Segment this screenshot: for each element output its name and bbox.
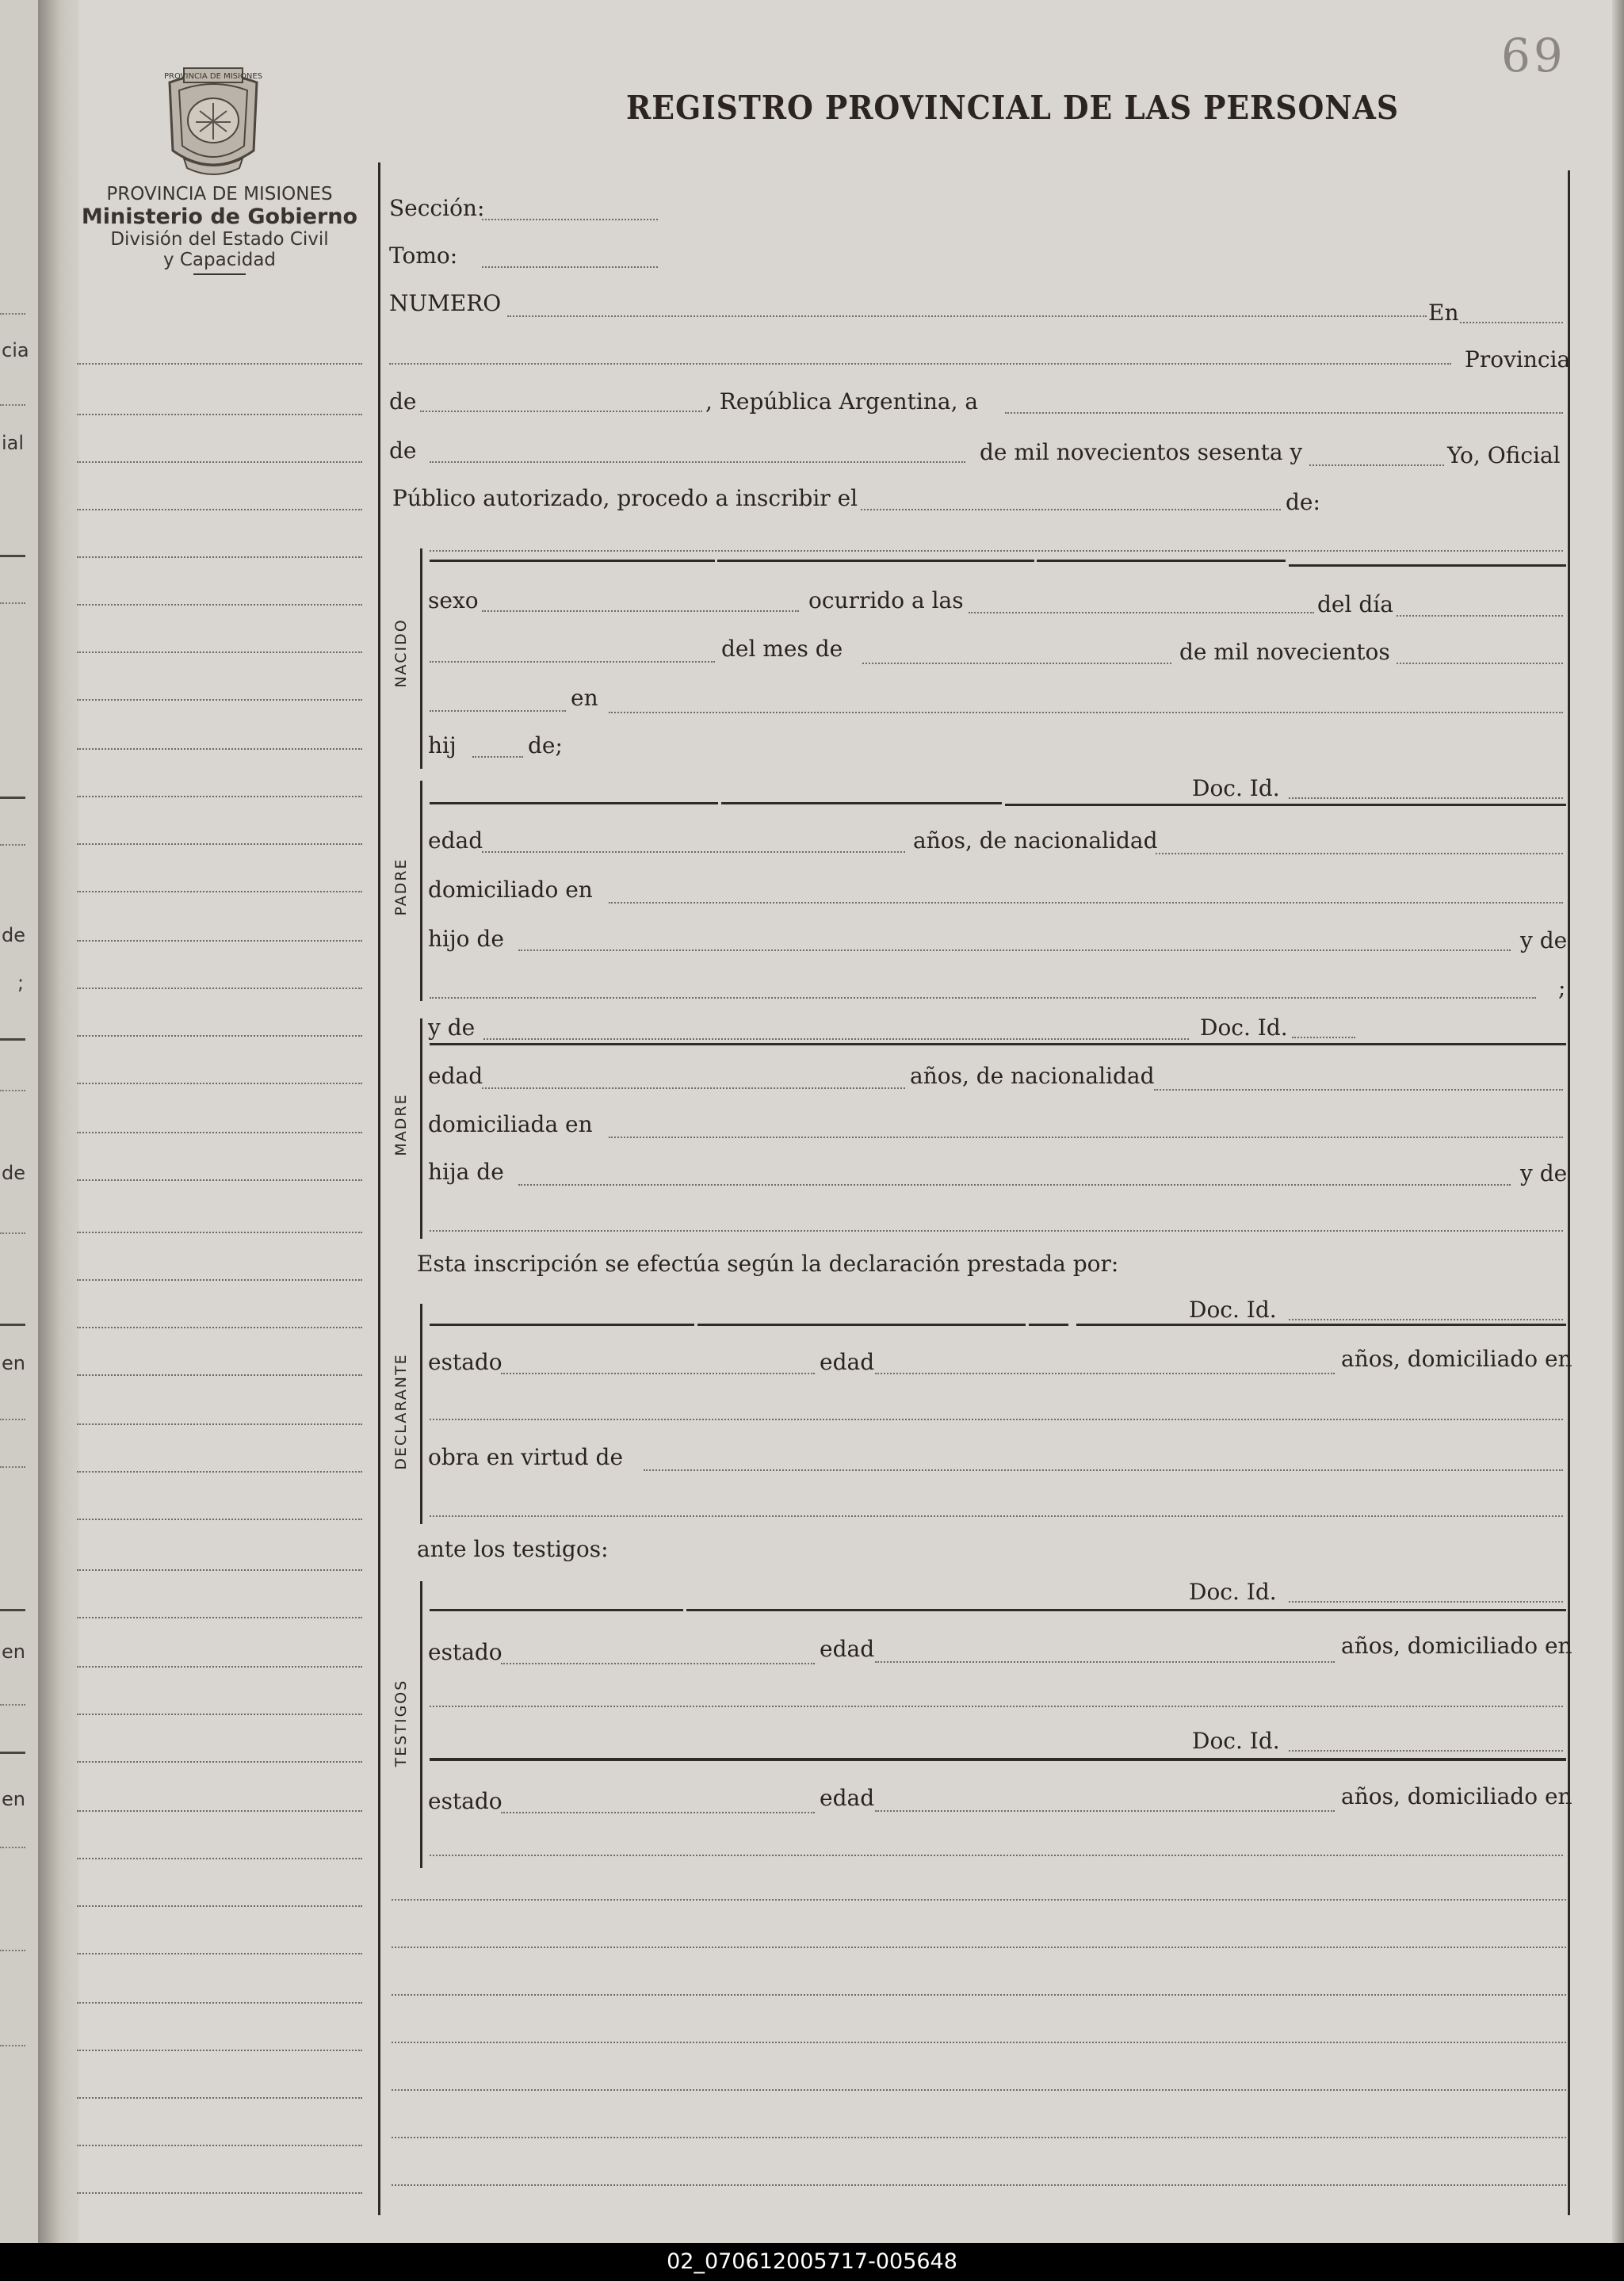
testigo1-edad-label: edad xyxy=(820,1636,875,1662)
ministry-header xyxy=(63,184,376,275)
margin-rule xyxy=(77,1858,362,1859)
declarante-estado-label: estado xyxy=(428,1349,502,1375)
margin-rule xyxy=(77,2050,362,2051)
prev-rule xyxy=(0,2045,25,2046)
abuela-paterna-field[interactable] xyxy=(430,997,1536,999)
name-rule xyxy=(430,560,715,562)
margin-rule xyxy=(77,1617,362,1618)
provincial-seal-icon xyxy=(160,63,266,182)
seal-text: PROVINCIA DE MISIONES xyxy=(164,72,262,81)
notes-line[interactable] xyxy=(392,2042,1566,2043)
testigo1-domiciliado-label: años, domiciliado en xyxy=(1341,1633,1572,1659)
mes-field[interactable] xyxy=(862,663,1171,664)
prev-rule xyxy=(0,1609,25,1611)
margin-rule xyxy=(77,2097,362,2099)
numero-field[interactable] xyxy=(507,315,1427,317)
prev-rule xyxy=(0,313,25,315)
obra-label: obra en virtud de xyxy=(428,1444,624,1470)
abuelo-materno-field[interactable] xyxy=(518,1184,1511,1186)
prev-fragment: ial xyxy=(2,432,25,454)
del-mes-label: del mes de xyxy=(721,636,843,662)
prev-rule xyxy=(0,1038,25,1041)
provincia-field[interactable] xyxy=(420,411,702,412)
margin-rule xyxy=(77,1132,362,1133)
testigos-label: TESTIGOS xyxy=(392,1679,410,1767)
margin-rule xyxy=(77,363,362,365)
form-right-border xyxy=(1568,170,1570,2215)
notes-line[interactable] xyxy=(392,1899,1566,1901)
tomo-label: Tomo: xyxy=(389,243,458,269)
testigo1-edad-field[interactable] xyxy=(875,1661,1335,1663)
obra-continuation-field[interactable] xyxy=(430,1515,1563,1517)
margin-rule xyxy=(77,1374,362,1376)
padre-domiciliado-label: domiciliado en xyxy=(428,877,593,903)
margin-rule xyxy=(77,509,362,510)
publico-label: Público autorizado, procedo a inscribir el xyxy=(392,485,858,511)
madre-y-de-label: y de xyxy=(1520,1160,1568,1186)
hora-field[interactable] xyxy=(969,612,1314,613)
ante-testigos-label: ante los testigos: xyxy=(417,1536,609,1562)
declarante-name-rule xyxy=(697,1324,1026,1326)
padre-semicolon: ; xyxy=(1558,975,1566,1001)
notes-line[interactable] xyxy=(392,2137,1566,2138)
madre-edad-label: edad xyxy=(428,1063,483,1089)
prev-rule xyxy=(0,797,25,799)
margin-rule xyxy=(77,1423,362,1425)
declarante-name-rule xyxy=(1029,1324,1068,1326)
padre-doc-id-field[interactable] xyxy=(1289,797,1563,799)
padre-label: PADRE xyxy=(392,858,410,916)
margin-rule xyxy=(77,1279,362,1281)
madre-nacionalidad-label: años, de nacionalidad xyxy=(910,1063,1155,1089)
prev-rule xyxy=(0,1704,25,1706)
abuelo-paterno-field[interactable] xyxy=(518,949,1511,951)
anio-continuation-field[interactable] xyxy=(430,710,566,712)
margin-rule xyxy=(77,1569,362,1571)
madre-name-rule xyxy=(430,1043,1566,1045)
prev-rule xyxy=(0,555,25,557)
seccion-label: Sección: xyxy=(389,195,485,221)
inscripcion-text: Esta inscripción se efectúa según la declaración prestada por: xyxy=(417,1251,1119,1277)
prev-fragment: de xyxy=(2,924,25,946)
madre-domicilio-field[interactable] xyxy=(609,1137,1563,1138)
margin-rule xyxy=(77,1953,362,1954)
notes-line[interactable] xyxy=(392,2184,1566,2186)
testigo2-domicilio-field[interactable] xyxy=(430,1855,1563,1856)
margin-rule xyxy=(77,1035,362,1037)
testigos-bracket xyxy=(420,1581,422,1868)
padre-edad-field[interactable] xyxy=(482,851,905,853)
prev-rule xyxy=(0,1324,25,1326)
prev-rule xyxy=(0,1752,25,1754)
testigo2-estado-label: estado xyxy=(428,1788,502,1814)
notes-line[interactable] xyxy=(392,1994,1566,1996)
prev-fragment: en xyxy=(2,1641,25,1663)
month-field[interactable] xyxy=(430,461,965,463)
margin-rule xyxy=(77,796,362,797)
padre-name-rule xyxy=(721,802,1002,804)
nacido-label: NACIDO xyxy=(392,618,410,688)
margin-rule xyxy=(77,414,362,415)
madre-domiciliada-label: domiciliada en xyxy=(428,1111,593,1137)
margin-rule xyxy=(77,988,362,989)
division-name: División del Estado Civil xyxy=(110,229,329,250)
previous-page-edge xyxy=(0,0,40,2243)
declarante-bracket xyxy=(420,1304,422,1524)
hija-de-label: hija de xyxy=(428,1159,504,1185)
margin-rule xyxy=(77,1232,362,1233)
page-title: REGISTRO PROVINCIAL DE LAS PERSONAS xyxy=(626,89,1399,127)
testigo1-doc-id-label: Doc. Id. xyxy=(1189,1579,1277,1605)
padre-y-de-label: y de xyxy=(1520,927,1568,953)
prev-rule xyxy=(0,404,25,406)
declarante-name-rule xyxy=(1076,1324,1566,1326)
prev-rule xyxy=(0,844,25,846)
prev-rule xyxy=(0,1090,25,1091)
de-colon-label: de: xyxy=(1286,489,1320,515)
prev-rule xyxy=(0,1232,25,1234)
padre-name-rule xyxy=(430,802,718,804)
testigo2-edad-label: edad xyxy=(820,1785,875,1811)
name-rule xyxy=(717,560,1034,562)
page-number: 69 xyxy=(1501,29,1566,82)
abuela-materna-field[interactable] xyxy=(430,1230,1563,1232)
margin-rule xyxy=(77,2192,362,2194)
sexo-field[interactable] xyxy=(482,610,799,612)
margin-rule xyxy=(77,556,362,558)
yo-oficial-label: Yo, Oficial xyxy=(1447,442,1561,468)
dia-continuation-field[interactable] xyxy=(430,661,715,663)
testigo2-doc-id-field[interactable] xyxy=(1289,1750,1563,1752)
margin-rule xyxy=(77,2145,362,2146)
madre-doc-id-label: Doc. Id. xyxy=(1200,1014,1288,1041)
madre-doc-id-field[interactable] xyxy=(1292,1037,1355,1038)
margin-rule xyxy=(77,651,362,653)
mil-sesenta-label: de mil novecientos sesenta y xyxy=(980,439,1303,465)
padre-nacionalidad-label: años, de nacionalidad xyxy=(913,827,1158,854)
margin-rule xyxy=(77,461,362,463)
numero-label: NUMERO xyxy=(389,290,502,316)
prev-rule xyxy=(0,1419,25,1420)
prev-rule xyxy=(0,1466,25,1468)
notes-line[interactable] xyxy=(392,1947,1566,1948)
prev-fragment: ; xyxy=(17,972,25,994)
de-label-2: de xyxy=(389,437,417,464)
testigo2-estado-field[interactable] xyxy=(501,1812,815,1813)
testigo2-domiciliado-label: años, domiciliado en xyxy=(1341,1783,1572,1809)
prev-fragment: de xyxy=(2,1162,25,1184)
margin-rule xyxy=(77,1810,362,1812)
prev-fragment: en xyxy=(2,1352,25,1374)
en-nacido-label: en xyxy=(571,685,598,711)
prev-fragment: en xyxy=(2,1788,25,1810)
madre-edad-field[interactable] xyxy=(482,1087,905,1089)
padre-doc-id-label: Doc. Id. xyxy=(1192,775,1280,801)
prev-rule xyxy=(0,1847,25,1848)
form-left-border xyxy=(378,162,380,2215)
republica-label: , República Argentina, a xyxy=(705,388,979,415)
declarante-domiciliado-label: años, domiciliado en xyxy=(1341,1346,1572,1372)
day-field[interactable] xyxy=(1005,412,1563,414)
testigo1-estado-field[interactable] xyxy=(501,1663,815,1664)
prev-fragment: cia xyxy=(2,339,29,361)
margin-rule xyxy=(77,1905,362,1907)
de-label: de xyxy=(389,388,417,415)
declarante-domicilio-field[interactable] xyxy=(430,1419,1563,1420)
image-id-caption: 02_070612005717-005648 xyxy=(0,2243,1624,2281)
margin-rule xyxy=(77,1471,362,1473)
padre-nacionalidad-field[interactable] xyxy=(1156,853,1563,854)
notes-line[interactable] xyxy=(392,2089,1566,2091)
testigo1-name-rule xyxy=(686,1609,1566,1611)
margin-rule xyxy=(77,748,362,750)
tomo-field[interactable] xyxy=(482,266,658,268)
testigo1-doc-id-field[interactable] xyxy=(1289,1601,1563,1603)
margin-rule xyxy=(77,1761,362,1763)
padre-domicilio-field[interactable] xyxy=(609,902,1563,904)
inscribir-field[interactable] xyxy=(861,509,1281,510)
madre-label: MADRE xyxy=(392,1093,410,1156)
testigo2-name-rule xyxy=(430,1758,1566,1761)
nacido-bracket xyxy=(420,548,422,769)
madre-y-de-label: y de xyxy=(428,1014,476,1041)
en-label: En xyxy=(1428,300,1459,326)
obra-field[interactable] xyxy=(644,1469,1563,1471)
mil-novecientos-label: de mil novecientos xyxy=(1179,639,1390,665)
header-rule xyxy=(193,273,246,275)
book-spine xyxy=(38,0,79,2243)
testigo1-name-rule xyxy=(430,1609,683,1611)
margin-rule xyxy=(77,891,362,892)
margin-rule xyxy=(77,843,362,845)
padre-bracket xyxy=(420,781,422,1001)
declarante-estado-field[interactable] xyxy=(501,1373,815,1374)
margin-rule xyxy=(77,604,362,606)
declarante-edad-field[interactable] xyxy=(875,1373,1335,1374)
margin-rule xyxy=(77,1519,362,1520)
ministry-name: Ministerio de Gobierno xyxy=(81,204,358,229)
ocurrido-label: ocurrido a las xyxy=(808,587,964,613)
margin-rule xyxy=(77,1714,362,1715)
year-field[interactable] xyxy=(1309,464,1444,466)
declarante-label: DECLARANTE xyxy=(392,1353,410,1470)
prev-rule xyxy=(0,602,25,604)
en-field[interactable] xyxy=(1460,322,1563,323)
seccion-field[interactable] xyxy=(482,219,658,220)
province-name: PROVINCIA DE MISIONES xyxy=(106,184,333,204)
hij-label: hij xyxy=(428,732,457,758)
name-rule xyxy=(1289,564,1566,567)
margin-rule xyxy=(77,1083,362,1084)
hijo-de-label: hijo de xyxy=(428,926,504,952)
margin-rule xyxy=(77,699,362,701)
declarante-doc-id-label: Doc. Id. xyxy=(1189,1297,1277,1323)
testigo2-doc-id-label: Doc. Id. xyxy=(1192,1728,1280,1754)
next-page-edge xyxy=(1612,0,1624,2243)
testigo2-edad-field[interactable] xyxy=(875,1810,1335,1812)
testigo1-domicilio-field[interactable] xyxy=(430,1706,1563,1707)
padre-edad-label: edad xyxy=(428,827,483,854)
padre-name-rule xyxy=(1005,804,1566,806)
del-dia-label: del día xyxy=(1317,591,1393,617)
name-dotted-field[interactable] xyxy=(430,550,1563,552)
dia-field[interactable] xyxy=(1397,615,1563,617)
hij-de-label: de; xyxy=(528,732,563,758)
name-rule xyxy=(1037,560,1286,562)
margin-rule xyxy=(77,1179,362,1181)
margin-rule xyxy=(77,1666,362,1668)
declarante-name-rule xyxy=(430,1324,694,1326)
margin-rule xyxy=(77,2002,362,2004)
locality-field[interactable] xyxy=(389,363,1451,365)
declarante-edad-label: edad xyxy=(820,1349,875,1375)
testigo1-estado-label: estado xyxy=(428,1639,502,1665)
division-name-2: y Capacidad xyxy=(162,250,277,270)
margin-rule xyxy=(77,940,362,942)
madre-nacionalidad-field[interactable] xyxy=(1154,1089,1563,1091)
provincia-label: Provincia xyxy=(1465,346,1571,373)
sexo-label: sexo xyxy=(428,587,479,613)
margin-rule xyxy=(77,1327,362,1328)
madre-bracket xyxy=(420,1018,422,1239)
declarante-doc-id-field[interactable] xyxy=(1289,1319,1563,1320)
anio-field[interactable] xyxy=(1397,663,1563,664)
prev-rule xyxy=(0,1950,25,1951)
hij-suffix-field[interactable] xyxy=(472,756,523,758)
lugar-field[interactable] xyxy=(609,712,1563,713)
madre-name-field[interactable] xyxy=(483,1038,1189,1040)
